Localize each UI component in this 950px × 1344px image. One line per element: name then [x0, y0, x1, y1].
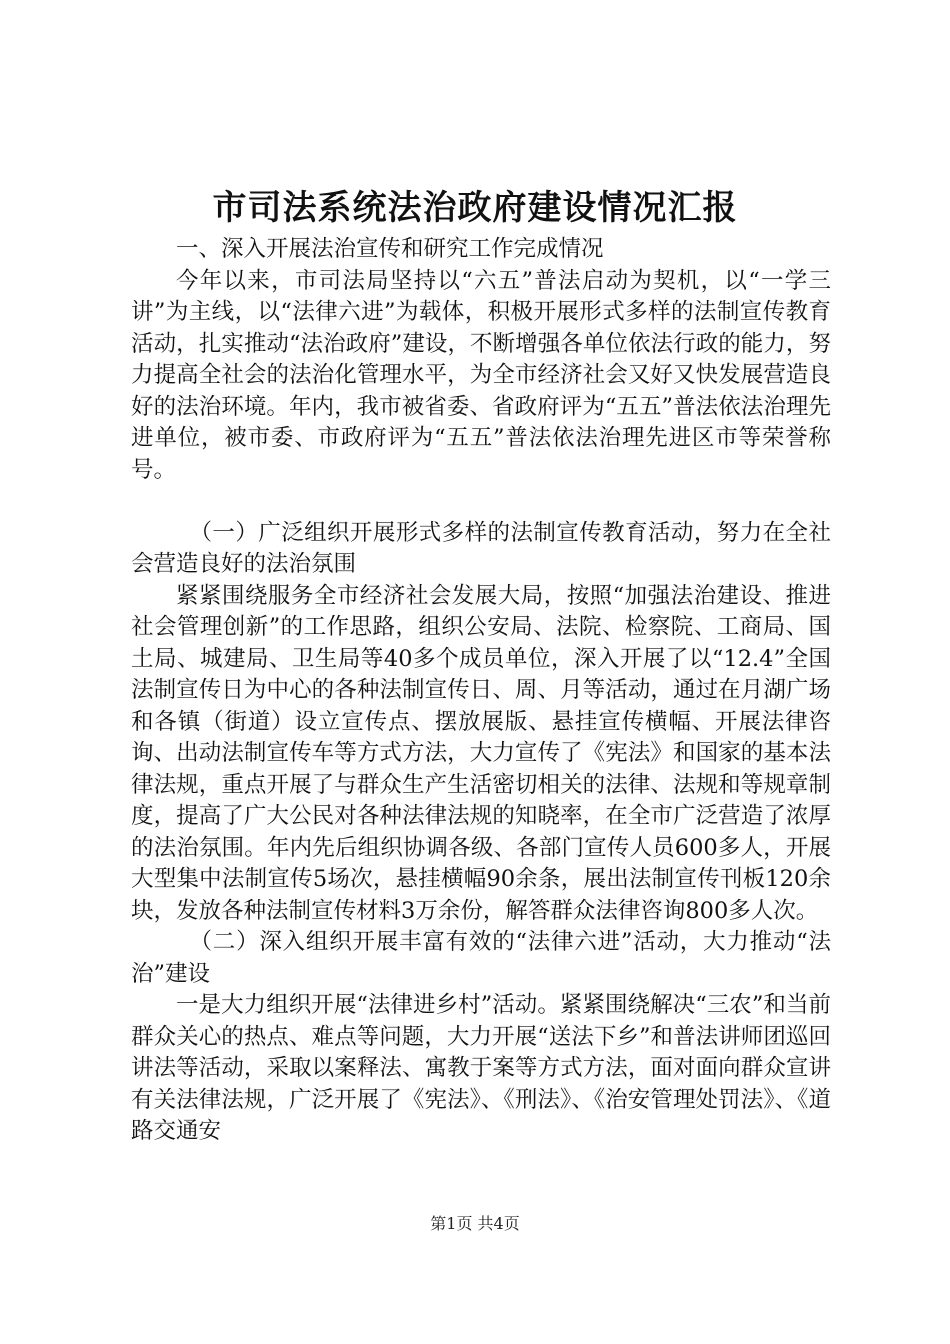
page-title: 市司法系统法治政府建设情况汇报 — [212, 188, 738, 228]
subsection-heading: （二）深入组织开展丰富有效的“法律六进”活动，大力推动“法治”建设 — [131, 929, 831, 987]
paragraph-spacer — [131, 486, 831, 518]
body-paragraph: 一是大力组织开展“法律进乡村”活动。紧紧围绕解决“三农”和当前群众关心的热点、难点等问题，大力开展“送法下乡”和普法讲师团巡回讲法等活动，采取以案释法、寓教于案等方式方法，面对面向群众宣讲有关法律法规，广泛开展了《宪法》、《刑法》、《治安管理处罚法》、《道路交通安 — [131, 992, 831, 1144]
body-paragraph: 紧紧围绕服务全市经济社会发展大局，按照“加强法治建设、推进社会管理创新”的工作思路，组织公安局、法院、检察院、工商局、国土局、城建局、卫生局等40多个成员单位，深入开展了以“12.4”全国法制宣传日为中心的各种法制宣传日、周、月等活动，通过在月湖广场和各镇（街道）设立宣传点、摆放展版、悬挂宣传横幅、开展法律咨询、出动法制宣传车等方式方法，大力宣传了《宪法》和国家的基本法律法规，重点开展了与群众生产生活密切相关的法律、法规和等规章制度，提高了广大公民对各种法律法规的知晓率，在全市广泛营造了浓厚的法治氛围。年内先后组织协调各级、各部门宣传人员600多人，开展大型集中法制宣传5场次，悬挂横幅90余条，展出法制宣传刊板120余块，发放各种法制宣传材料3万余份，解答群众法律咨询800多人次。 — [131, 582, 831, 924]
body-paragraph: 今年以来，市司法局坚持以“六五”普法启动为契机，以“一学三讲”为主线，以“法律六进”为载体，积极开展形式多样的法制宣传教育活动，扎实推动“法治政府”建设，不断增强各单位依法行政的能力，努力提高全社会的法治化管理水平，为全市经济社会又好又快发展营造良好的法治环境。年内，我市被省委、省政府评为“五五”普法依法治理先进单位，被市委、市政府评为“五五”普法依法治理先进区市等荣誉称号。 — [131, 267, 831, 483]
section-heading: 一、深入开展法治宣传和研究工作完成情况 — [176, 236, 604, 262]
subsection-heading: （一）广泛组织开展形式多样的法制宣传教育活动，努力在全社会营造良好的法治氛围 — [131, 519, 831, 577]
page-number-footer: 第1页 共4页 — [430, 1214, 520, 1233]
document-body — [131, 234, 831, 1148]
